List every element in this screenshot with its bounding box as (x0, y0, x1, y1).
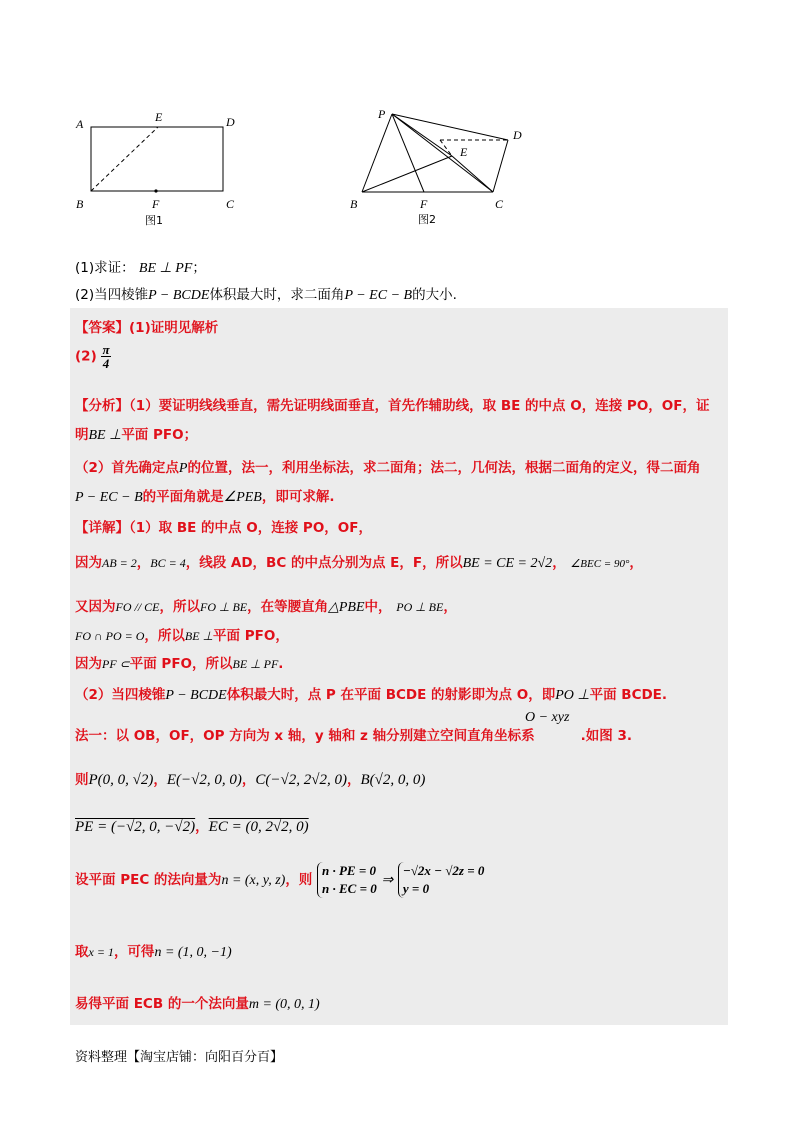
figure-2-caption: 图2 (418, 213, 436, 226)
detail-line6-b: 体积最大时，点 P 在平面 BCDE 的射影即为点 O，即 (226, 687, 556, 703)
detail-line-7 (75, 724, 632, 744)
label-e: E (460, 145, 468, 159)
detail-line11-b: ，可得 (113, 944, 155, 960)
analysis-line2-math: BE ⊥ (88, 428, 122, 443)
detail-line2-b: ， (136, 555, 151, 571)
detail-line-6 (75, 683, 667, 704)
vector-pe: PE = (−√2, 0, −√2) (75, 819, 196, 835)
detail-line8-a: 则 (75, 772, 89, 788)
detail-line3-a: 又因为 (75, 599, 116, 615)
equation-2a: −√2x − √2z = 0 (402, 863, 485, 878)
q1-math: BE ⊥ PF (138, 261, 193, 276)
q2-prefix: (2)当四棱锥 (75, 287, 149, 303)
figure-1-rectangle (70, 108, 270, 228)
detail-line6-c: 平面 BCDE. (589, 687, 668, 703)
q1-suffix: ； (192, 260, 206, 276)
analysis-line-3 (75, 456, 700, 477)
fraction-numerator: π (102, 342, 110, 357)
detail-line2-m2: BC = 4 (150, 556, 186, 570)
detail-line-12 (75, 992, 320, 1013)
detail-line4-a: ，所以 (144, 628, 185, 644)
equation-system-2 (398, 862, 485, 898)
detail-line-9 (75, 815, 309, 836)
detail-line10-a: 设平面 PEC 的法向量为 (75, 872, 222, 888)
detail-line3-b: ，所以 (159, 599, 200, 615)
figure-1-caption: 图1 (145, 214, 163, 227)
question-2 (75, 283, 457, 304)
detail-line-2 (75, 551, 643, 572)
sep-4: ， (195, 819, 209, 835)
detail-line3-d: 中， (364, 599, 392, 615)
detail-line11-m1: x = 1 (88, 945, 114, 959)
detail-line2-d: ， (552, 555, 566, 571)
implies-arrow: ⇒ (381, 873, 394, 888)
detail-line2-e: ， (629, 555, 643, 571)
answer-heading: 【答案】(1)证明见解析 (75, 320, 219, 336)
label-f: F (152, 197, 160, 211)
detail-line4-b: 平面 PFO， (213, 628, 289, 644)
detail-line3-m3: △PBE (328, 600, 365, 615)
label-d: D (513, 128, 522, 142)
detail-line-11 (75, 940, 232, 961)
detail-line11-a: 取 (75, 944, 89, 960)
label-c: C (495, 197, 504, 211)
analysis-line4-b: ，即可求解. (261, 489, 335, 505)
detail-line5-m2: BE ⊥ PF (232, 657, 279, 671)
detail-line-1: 【详解】（1）取 BE 的中点 O，连接 PO，OF， (75, 520, 372, 536)
analysis-line4-math2: ∠PEB (223, 490, 262, 505)
fraction-denominator: 4 (102, 356, 110, 371)
detail-line3-m4: PO ⊥ BE (396, 600, 444, 614)
detail-line3-e: ， (443, 599, 457, 615)
detail-line5-m1: PF ⊂ (102, 657, 130, 671)
detail-line10-b: ，则 (285, 872, 313, 888)
detail-line2-m3: BE = CE = 2√2 (462, 556, 553, 571)
detail-line5-c: . (278, 656, 284, 672)
sep-2: ， (241, 772, 256, 788)
edge-cd (493, 140, 508, 192)
equation-1b: n · EC = 0 (322, 881, 377, 896)
point-f (154, 189, 157, 192)
edge-ec (452, 156, 493, 192)
detail-line-8 (75, 768, 425, 789)
detail-line5-a: 因为 (75, 656, 102, 672)
normal-vector-n: n = (x, y, z) (221, 873, 286, 888)
detail-line2-m4: ∠BEC = 90° (570, 558, 630, 570)
detail-line2-m1: AB = 2 (102, 556, 137, 570)
label-a: A (76, 117, 84, 131)
question-1 (75, 256, 206, 277)
normal-m-value: m = (0, 0, 1) (248, 997, 320, 1012)
detail-line3-m1: FO // CE (115, 600, 160, 614)
point-p-coords: P(0, 0, √2) (88, 772, 154, 788)
detail-line6-m2: PO ⊥ (555, 688, 590, 703)
footer-source: 资料整理【淘宝店铺：向阳百分百】 (75, 1050, 284, 1065)
label-p: P (378, 107, 386, 121)
analysis-line-1: 【分析】（1）要证明线线垂直，需先证明线面垂直，首先作辅助线，取 BE 的中点 O，连接 PO，OF，证 (75, 398, 710, 414)
analysis-line3-math: P (178, 461, 188, 476)
analysis-line3-a: （2）首先确定点 (75, 460, 179, 476)
label-d: D (226, 115, 235, 129)
edge-be (362, 156, 452, 192)
equation-system-1 (317, 862, 377, 898)
label-b: B (76, 197, 84, 211)
detail-line-4 (75, 624, 289, 644)
detail-line4-m2: BE ⊥ (184, 629, 214, 643)
analysis-line-4 (75, 485, 335, 506)
detail-line-3 (75, 595, 457, 616)
detail-line-10 (75, 862, 484, 898)
analysis-line4-math: P − EC − B (75, 490, 143, 505)
detail-line6-m1: P − BCDE (165, 688, 227, 703)
detail-line7-b: .如图 3. (580, 728, 632, 744)
detail-line3-m2: FO ⊥ BE (200, 600, 248, 614)
normal-n-value: n = (1, 0, −1) (154, 945, 232, 960)
analysis-line2-b: 平面 PFO； (121, 427, 198, 443)
sep-3: ， (347, 772, 361, 788)
answer-fraction (101, 343, 110, 370)
label-f: F (420, 197, 428, 211)
label-c: C (226, 197, 235, 211)
q2-suffix: 的大小. (412, 287, 457, 303)
detail-line6-a: （2）当四棱锥 (75, 687, 166, 703)
dashed-segment-be (91, 127, 158, 191)
analysis-line-2 (75, 423, 197, 444)
answer-part-2 (75, 343, 111, 370)
point-b-coords: B(√2, 0, 0) (360, 772, 426, 788)
detail-line2-a: 因为 (75, 555, 102, 571)
detail-line-5 (75, 652, 283, 672)
analysis-line4-a: 的平面角就是 (142, 489, 224, 505)
detail-line2-c: ，线段 AD，BC 的中点分别为点 E，F，所以 (185, 555, 463, 571)
dashed-aux (440, 140, 452, 156)
detail-line7-a: 法一：以 OB，OF，OP 方向为 x 轴，y 轴和 z 轴分别建立空间直角坐标系 (75, 728, 535, 744)
answer-part2-label: (2) (75, 348, 97, 365)
q2-math-1: P − BCDE (148, 288, 210, 303)
label-b: B (350, 197, 358, 211)
q2-math-2: P − EC − B (344, 288, 413, 303)
sep-1: ， (153, 772, 167, 788)
coordinate-system-label: O − xyz (525, 710, 570, 725)
detail-line4-m1: FO ∩ PO = O (75, 629, 145, 643)
detail-line5-b: 平面 PFO，所以 (129, 656, 233, 672)
equation-2b: y = 0 (402, 881, 430, 896)
equation-1a: n · PE = 0 (322, 863, 377, 878)
rectangle-abcd (91, 127, 223, 191)
edge-pb (362, 114, 392, 192)
detail-line12-a: 易得平面 ECB 的一个法向量 (75, 996, 249, 1012)
q1-prefix: (1)求证： (75, 260, 135, 276)
point-e-coords: E(−√2, 0, 0) (166, 772, 242, 788)
analysis-line2-a: 明 (75, 427, 89, 443)
figure-2-pyramid (340, 104, 540, 230)
detail-line3-c: ，在等腰直角 (247, 599, 329, 615)
q2-mid: 体积最大时，求二面角 (209, 287, 345, 303)
vector-ec: EC = (0, 2√2, 0) (208, 819, 309, 835)
analysis-line3-b: 的位置，法一，利用坐标法，求二面角；法二，几何法，根据二面角的定义，得二面角 (187, 460, 701, 476)
label-e: E (155, 110, 163, 124)
point-c-coords: C(−√2, 2√2, 0) (255, 772, 347, 788)
